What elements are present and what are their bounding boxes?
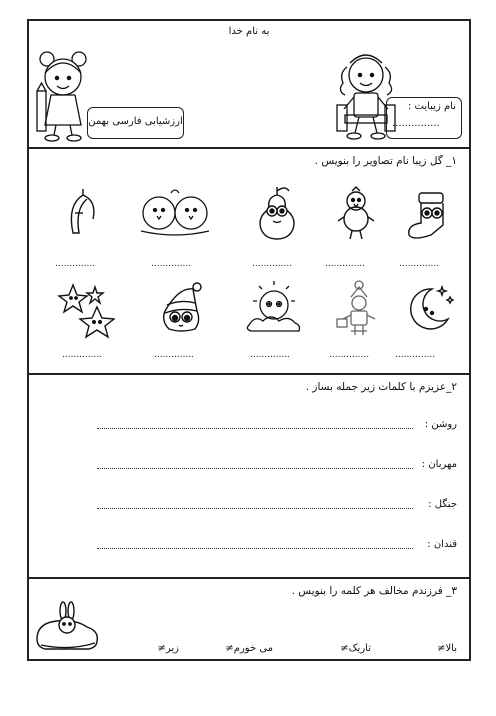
word-label: مهربان :	[421, 459, 457, 470]
word-label: جنگل :	[428, 499, 457, 510]
sun-icon	[241, 279, 307, 339]
opposite-word[interactable]: زیر≠	[157, 643, 179, 654]
name-label: نام زیبایت :	[407, 101, 456, 112]
answer-line[interactable]: ..............	[154, 350, 195, 360]
answer-line[interactable]: ..............	[399, 259, 440, 269]
stars-icon	[55, 279, 115, 339]
name-box[interactable]	[386, 97, 462, 139]
sock-icon	[399, 183, 459, 243]
question-2-title: ۲_عزیزم با کلمات زیر جمله بساز .	[305, 381, 457, 393]
sentence-line[interactable]	[97, 539, 457, 553]
name-dots: ...............	[392, 118, 440, 129]
basmala: به نام خدا	[228, 26, 270, 37]
girl-pencil-icon	[33, 45, 93, 145]
sentence-line[interactable]	[97, 459, 457, 473]
word-label: قندان :	[427, 539, 457, 550]
word-label: روشن :	[424, 419, 457, 430]
answer-line[interactable]: ..............	[252, 259, 293, 269]
chicks-icon	[131, 183, 219, 243]
sentence-line[interactable]	[97, 419, 457, 433]
clown-icon	[329, 279, 389, 339]
chick-icon	[326, 183, 386, 243]
answer-line[interactable]: ..............	[62, 350, 103, 360]
answer-line[interactable]: ..............	[250, 350, 291, 360]
answer-line[interactable]: ..............	[329, 350, 370, 360]
answer-line[interactable]: ..............	[151, 259, 192, 269]
opposite-word[interactable]: تاریک≠	[340, 643, 371, 654]
opposite-word[interactable]: بالا≠	[437, 643, 457, 654]
answer-line[interactable]: ..............	[325, 259, 366, 269]
slipper-icon	[33, 601, 99, 657]
opposites-section	[29, 579, 469, 661]
answer-line[interactable]: ..............	[395, 350, 436, 360]
worksheet	[27, 19, 471, 661]
question-1-title: ۱_ گل زیبا نام تصاویر را بنویس .	[314, 155, 457, 167]
opposite-word[interactable]: می خورم≠	[225, 643, 273, 654]
question-3-title: ۳_ فرزندم مخالف هر کلمه را بنویس .	[291, 585, 457, 597]
sentence-section	[29, 375, 469, 579]
picture-naming-section	[29, 149, 469, 375]
worksheet-title: ارزشیابی فارسی بهمن	[87, 107, 184, 139]
header-section	[29, 21, 469, 149]
pear-icon	[247, 183, 307, 243]
banana-icon	[53, 183, 113, 243]
answer-line[interactable]: ..............	[55, 259, 96, 269]
moon-icon	[402, 279, 462, 339]
candy-icon	[151, 279, 211, 339]
sentence-line[interactable]	[97, 499, 457, 513]
